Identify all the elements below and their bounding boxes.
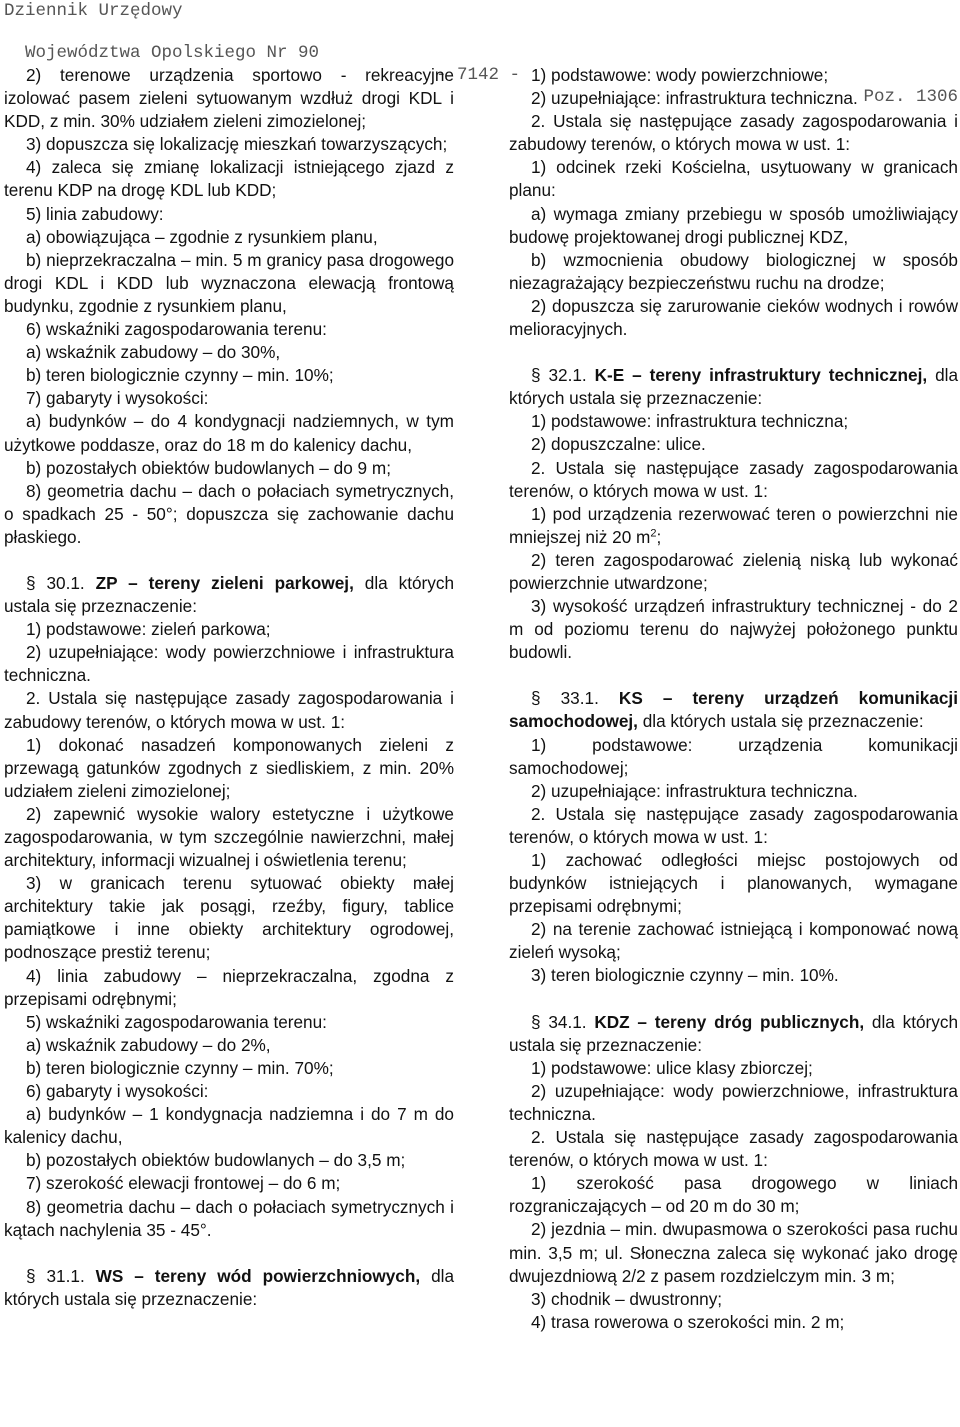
section-title: KS – tereny urządzeń komunikacji samochodowej, bbox=[509, 688, 958, 732]
section-33-heading bbox=[509, 687, 958, 733]
journal-issue: Województwa Opolskiego Nr 90 bbox=[25, 43, 320, 63]
paragraph: 2) uzupełniające: infrastruktura techniczna. bbox=[531, 88, 858, 109]
section-text: dla których ustala się przeznaczenie: bbox=[642, 711, 924, 732]
paragraph: 2) uzupełniające: wody powierzchniowe, infrastruktura techniczna. bbox=[509, 1080, 958, 1124]
paragraph: 8) geometria dachu – dach o połaciach symetrycznych i kątach nachylenia 35 - 45°. bbox=[4, 1196, 454, 1240]
paragraph: a) budynków – 1 kondygnacja nadziemna i do 7 m do kalenicy dachu, bbox=[4, 1104, 454, 1148]
paragraph: 3) wysokość urządzeń infrastruktury technicznej - do 2 m od poziomu terenu do najwyżej położonego punktu budowli. bbox=[509, 596, 958, 663]
paragraph: 1) zachować odległości miejsc postojowych od budynków istniejących i planowanych, wymagane przepisami odrębnymi; bbox=[509, 850, 958, 917]
right-column bbox=[509, 64, 958, 1334]
section-32-heading bbox=[509, 364, 958, 410]
page-number: - 7142 - bbox=[436, 65, 521, 85]
paragraph: 2) jezdnia – min. dwupasmowa o szerokości pasa ruchu min. 3,5 m; ul. Słoneczna zaleca się wykonać jako drogę dwujezdniową 2/2 z pasem rozdzielczym min. 3 m; bbox=[509, 1219, 958, 1286]
section-text: dla których ustala się przeznaczenie: bbox=[509, 365, 959, 409]
paragraph: b) pozostałych obiektów budowlanych – do 9 m; bbox=[26, 457, 391, 478]
section-number: § 30.1. bbox=[26, 572, 85, 593]
paragraph: 2) na terenie zachować istniejącą i komponować nową zieleń wysoką; bbox=[509, 919, 958, 963]
paragraph: a) obowiązująca – zgodnie z rysunkiem planu, bbox=[26, 226, 378, 247]
paragraph: a) wskaźnik zabudowy – do 2%, bbox=[26, 1034, 271, 1055]
paragraph: 2) uzupełniające: infrastruktura techniczna. bbox=[531, 780, 858, 801]
section-number: § 33.1. bbox=[531, 688, 599, 709]
paragraph: 4) trasa rowerowa o szerokości min. 2 m; bbox=[531, 1311, 845, 1332]
paragraph: 2) terenowe urządzenia sportowo - rekreacyjne izolować pasem zieleni sytuowanym wzdłuż drogi KDL i KDD, z min. 30% udziałem zieleni zimozielonej; bbox=[4, 65, 454, 132]
paragraph-text: 1) pod urządzenia rezerwować teren o powierzchni nie mniejszej niż 20 m bbox=[509, 503, 958, 547]
section-title: ZP – tereny zieleni parkowej, bbox=[95, 572, 354, 593]
paragraph: 1) podstawowe: wody powierzchniowe; bbox=[531, 65, 829, 85]
paragraph: 6) gabaryty i wysokości: bbox=[26, 1081, 209, 1102]
paragraph: 2) teren zagospodarować zielenią niską lub wykonać powierzchnie utwardzone; bbox=[509, 549, 958, 593]
paragraph: 3) w granicach terenu sytuować obiekty małej architektury takie jak posągi, rzeźby, figury, tablice pamiątkowe i inne obiekty architektury ogrodowej, podnoszące prestiż terenu; bbox=[4, 873, 454, 963]
paragraph: 6) wskaźniki zagospodarowania terenu: bbox=[26, 319, 327, 340]
section-30-heading bbox=[4, 572, 454, 618]
paragraph: 2) uzupełniające: wody powierzchniowe i infrastruktura techniczna. bbox=[4, 642, 454, 686]
section-text: dla których ustala się przeznaczenie: bbox=[4, 1265, 455, 1309]
journal-title: Dziennik Urzędowy bbox=[4, 1, 183, 21]
paragraph: 7) szerokość elewacji frontowej – do 6 m; bbox=[26, 1173, 341, 1194]
paragraph bbox=[509, 503, 958, 549]
paragraph: 2) dopuszczalne: ulice. bbox=[531, 434, 706, 455]
paragraph: 3) teren biologicznie czynny – min. 10%. bbox=[531, 965, 839, 986]
paragraph: 1) podstawowe: infrastruktura techniczna; bbox=[531, 411, 849, 432]
paragraph: b) teren biologicznie czynny – min. 10%; bbox=[26, 365, 334, 386]
section-title: WS – tereny wód powierzchniowych, bbox=[95, 1265, 421, 1286]
paragraph: 7) gabaryty i wysokości: bbox=[26, 388, 209, 409]
paragraph: b) pozostałych obiektów budowlanych – do 3,5 m; bbox=[26, 1150, 406, 1171]
paragraph: 4) zaleca się zmianę lokalizacji istniejącego zjazd z terenu KDP na drogę KDL lub KDD; bbox=[4, 157, 454, 201]
paragraph: 1) szerokość pasa drogowego w liniach rozgraniczających – od 20 m do 30 m; bbox=[509, 1173, 958, 1217]
paragraph: 1) odcinek rzeki Kościelna, usytuowany w granicach planu: bbox=[509, 157, 958, 201]
paragraph: b) nieprzekraczalna – min. 5 m granicy pasa drogowego drogi KDL i KDD lub wyznaczona elewacją frontową budynku, zgodnie z rysunkiem planu, bbox=[4, 249, 454, 316]
paragraph: 4) linia zabudowy – nieprzekraczalna, zgodna z przepisami odrębnymi; bbox=[4, 965, 454, 1009]
paragraph: 3) chodnik – dwustronny; bbox=[531, 1288, 723, 1309]
paragraph: 2) dopuszcza się zarurowanie cieków wodnych i rowów melioracyjnych. bbox=[509, 295, 958, 340]
section-text: dla których ustala się przeznaczenie: bbox=[4, 572, 455, 617]
paragraph: a) budynków – do 4 kondygnacji nadziemnych, w tym użytkowe poddasze, oraz do 18 m do kalenicy dachu, bbox=[4, 411, 454, 455]
section-number: § 31.1. bbox=[26, 1265, 85, 1286]
paragraph: a) wymaga zmiany przebiegu w sposób umożliwiający budowę projektowanej drogi publicznej KDZ, bbox=[509, 203, 958, 247]
paragraph: 2. Ustala się następujące zasady zagospodarowania i zabudowy terenów, o których mowa w ust. 1: bbox=[509, 111, 958, 155]
position-number: Poz. 1306 bbox=[863, 87, 958, 107]
paragraph: 1) dokonać nasadzeń komponowanych zieleni z przewagą gatunków zgodnych z siedliskiem, z min. 20% udziałem zieleni zimozielonej; bbox=[4, 734, 454, 801]
section-title: K-E – tereny infrastruktury technicznej, bbox=[594, 365, 928, 386]
section-number: § 32.1. bbox=[531, 365, 587, 386]
paragraph: 2. Ustala się następujące zasady zagospodarowania terenów, o których mowa w ust. 1: bbox=[509, 457, 958, 501]
paragraph: 1) podstawowe: urządzenia komunikacji samochodowej; bbox=[509, 734, 958, 778]
paragraph: 2. Ustala się następujące zasady zagospodarowania terenów, o których mowa w ust. 1: bbox=[509, 803, 958, 847]
section-text: dla których ustala się przeznaczenie: bbox=[509, 1011, 959, 1055]
paragraph: 2) zapewnić wysokie walory estetyczne i użytkowe zagospodarowania, w tym szczególnie nawierzchni, małej architektury, informacji wizualnej i oświetlenia terenu; bbox=[4, 803, 454, 871]
superscript: 2 bbox=[650, 527, 657, 540]
left-column bbox=[4, 64, 454, 1311]
paragraph: 5) linia zabudowy: bbox=[26, 203, 164, 224]
section-title: KDZ – tereny dróg publicznych, bbox=[594, 1011, 865, 1032]
section-34-heading bbox=[509, 1011, 958, 1057]
paragraph: 2. Ustala się następujące zasady zagospodarowania terenów, o których mowa w ust. 1: bbox=[509, 1127, 958, 1171]
paragraph: 8) geometria dachu – dach o połaciach symetrycznych, o spadkach 25 - 50°; dopuszcza się zachowanie dachu płaskiego. bbox=[4, 480, 454, 547]
paragraph: b) teren biologicznie czynny – min. 70%; bbox=[26, 1057, 334, 1078]
paragraph: 1) podstawowe: zieleń parkowa; bbox=[26, 619, 271, 640]
paragraph: 3) dopuszcza się lokalizację mieszkań towarzyszących; bbox=[26, 134, 448, 155]
paragraph-end: ; bbox=[656, 526, 662, 547]
section-31-heading bbox=[4, 1265, 454, 1311]
paragraph: a) wskaźnik zabudowy – do 30%, bbox=[26, 342, 281, 363]
paragraph: 2. Ustala się następujące zasady zagospodarowania i zabudowy terenów, o których mowa w ust. 1: bbox=[4, 688, 454, 732]
paragraph: 5) wskaźniki zagospodarowania terenu: bbox=[26, 1011, 327, 1032]
paragraph: 1) podstawowe: ulice klasy zbiorczej; bbox=[531, 1057, 813, 1078]
paragraph: b) wzmocnienia obudowy biologicznej w sposób niezagrażający bezpieczeństwu ruchu na drodze; bbox=[509, 249, 958, 293]
section-number: § 34.1. bbox=[531, 1011, 587, 1032]
